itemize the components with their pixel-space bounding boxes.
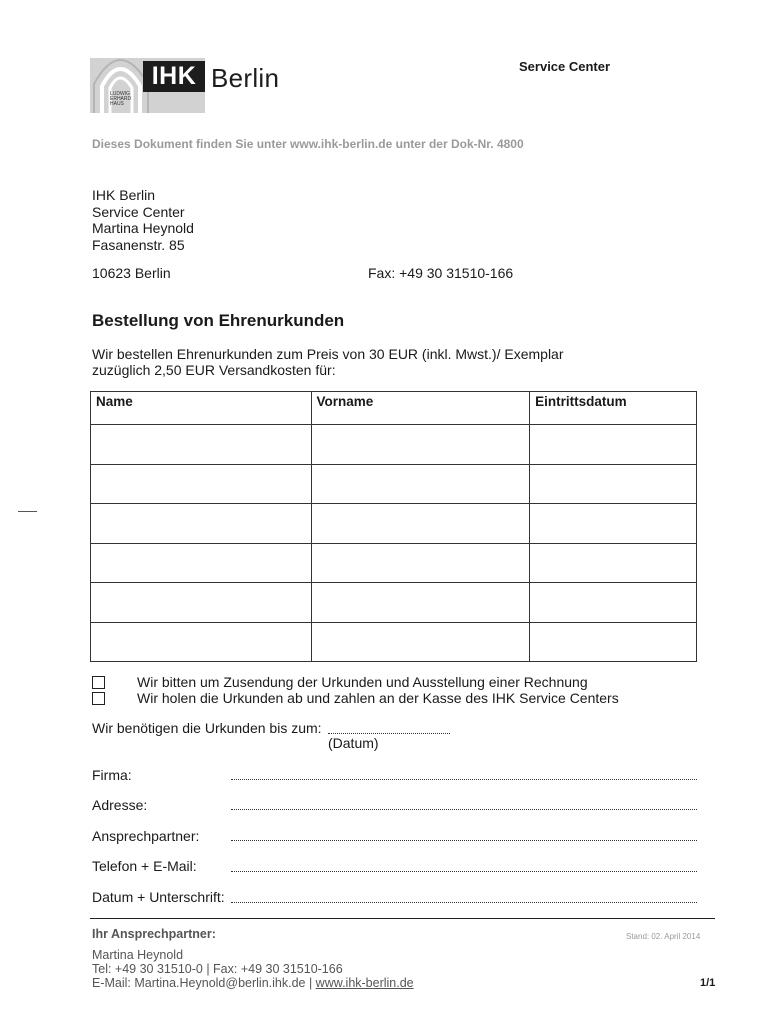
ansprechpartner-label: Ansprechpartner: — [92, 828, 200, 844]
recipient-address — [92, 187, 194, 253]
table-row — [91, 425, 697, 465]
datum-unterschrift-field[interactable] — [231, 891, 697, 903]
cell-eintrittsdatum[interactable] — [530, 504, 697, 544]
table-row — [91, 622, 697, 662]
service-center-heading: Service Center — [519, 59, 611, 74]
logo-city-text: Berlin — [211, 63, 280, 93]
footer-divider — [90, 918, 715, 919]
invoice-checkbox[interactable] — [92, 676, 105, 689]
cell-eintrittsdatum[interactable] — [530, 622, 697, 662]
cell-eintrittsdatum[interactable] — [530, 583, 697, 623]
address-fax: Fax: +49 30 31510-166 — [368, 265, 514, 281]
address-line: IHK Berlin — [92, 187, 156, 203]
firma-label: Firma: — [92, 767, 132, 783]
address-line: Martina Heynold — [92, 220, 194, 236]
address-line: Service Center — [92, 203, 185, 220]
cell-eintrittsdatum[interactable] — [530, 464, 697, 504]
contact-tel-fax: Tel: +49 30 31510-0 | Fax: +49 30 31510-166 — [92, 962, 343, 976]
ansprechpartner-field[interactable] — [231, 829, 697, 841]
datum-caption: (Datum) — [328, 735, 379, 751]
column-header-name: Name — [91, 392, 312, 425]
needed-by-date-field[interactable] — [328, 720, 450, 734]
table-row — [91, 504, 697, 544]
column-header-eintrittsdatum: Eintrittsdatum — [530, 392, 697, 425]
option-invoice[interactable] — [92, 674, 588, 690]
cell-name[interactable] — [91, 622, 312, 662]
page-number: 1/1 — [700, 977, 716, 989]
adresse-field[interactable] — [231, 798, 697, 810]
cell-name[interactable] — [91, 425, 312, 465]
adresse-label: Adresse: — [92, 797, 148, 813]
address-plz-city: 10623 Berlin — [92, 265, 171, 281]
cell-eintrittsdatum[interactable] — [530, 425, 697, 465]
telefon-email-field[interactable] — [231, 860, 697, 872]
table-row — [91, 543, 697, 583]
cell-name[interactable] — [91, 504, 312, 544]
datum-unterschrift-label: Datum + Unterschrift: — [92, 889, 225, 905]
pickup-checkbox[interactable] — [92, 692, 105, 705]
cell-vorname[interactable] — [311, 583, 530, 623]
column-header-vorname: Vorname — [311, 392, 530, 425]
cell-vorname[interactable] — [311, 425, 530, 465]
fold-mark — [18, 511, 37, 512]
logo-ihk-text: IHK — [143, 61, 205, 92]
option-pickup-label: Wir holen die Urkunden ab und zahlen an der Kasse des IHK Service Centers — [137, 690, 619, 706]
cell-name[interactable] — [91, 464, 312, 504]
cell-vorname[interactable] — [311, 504, 530, 544]
telefon-email-label: Telefon + E-Mail: — [92, 858, 197, 874]
order-table — [90, 391, 697, 662]
contact-name: Martina Heynold — [92, 948, 184, 962]
form-title: Bestellung von Ehrenurkunden — [92, 311, 345, 330]
cell-vorname[interactable] — [311, 464, 530, 504]
form-intro: Wir bestellen Ehrenurkunden zum Preis von 30 EUR (inkl. Mwst.)/ Exemplar zuzüglich 2,50 EUR Versandkosten für: — [92, 346, 564, 378]
cell-name[interactable] — [91, 583, 312, 623]
contact-heading: Ihr Ansprechpartner: — [92, 927, 216, 941]
firma-field[interactable] — [231, 768, 697, 780]
option-invoice-label: Wir bitten um Zusendung der Urkunden und Ausstellung einer Rechnung — [137, 674, 588, 690]
contact-details — [92, 948, 414, 990]
cell-eintrittsdatum[interactable] — [530, 543, 697, 583]
table-row — [91, 583, 697, 623]
cell-name[interactable] — [91, 543, 312, 583]
website-link[interactable]: www.ihk-berlin.de — [315, 976, 414, 990]
table-row — [91, 464, 697, 504]
cell-vorname[interactable] — [311, 622, 530, 662]
document-note: Dieses Dokument finden Sie unter www.ihk-berlin.de unter der Dok-Nr. 4800 — [92, 137, 524, 151]
option-pickup[interactable] — [92, 690, 619, 706]
contact-email-line: E-Mail: Martina.Heynold@berlin.ihk.de | www.ihk-berlin.de — [92, 976, 414, 990]
document-date: Stand: 02. April 2014 — [626, 932, 701, 941]
cell-vorname[interactable] — [311, 543, 530, 583]
needed-by-label: Wir benötigen die Urkunden bis zum: — [92, 720, 322, 736]
logo-small-text: LUDWIG ERHARD HAUS — [110, 91, 132, 107]
address-line: Fasanenstr. 85 — [92, 236, 185, 253]
